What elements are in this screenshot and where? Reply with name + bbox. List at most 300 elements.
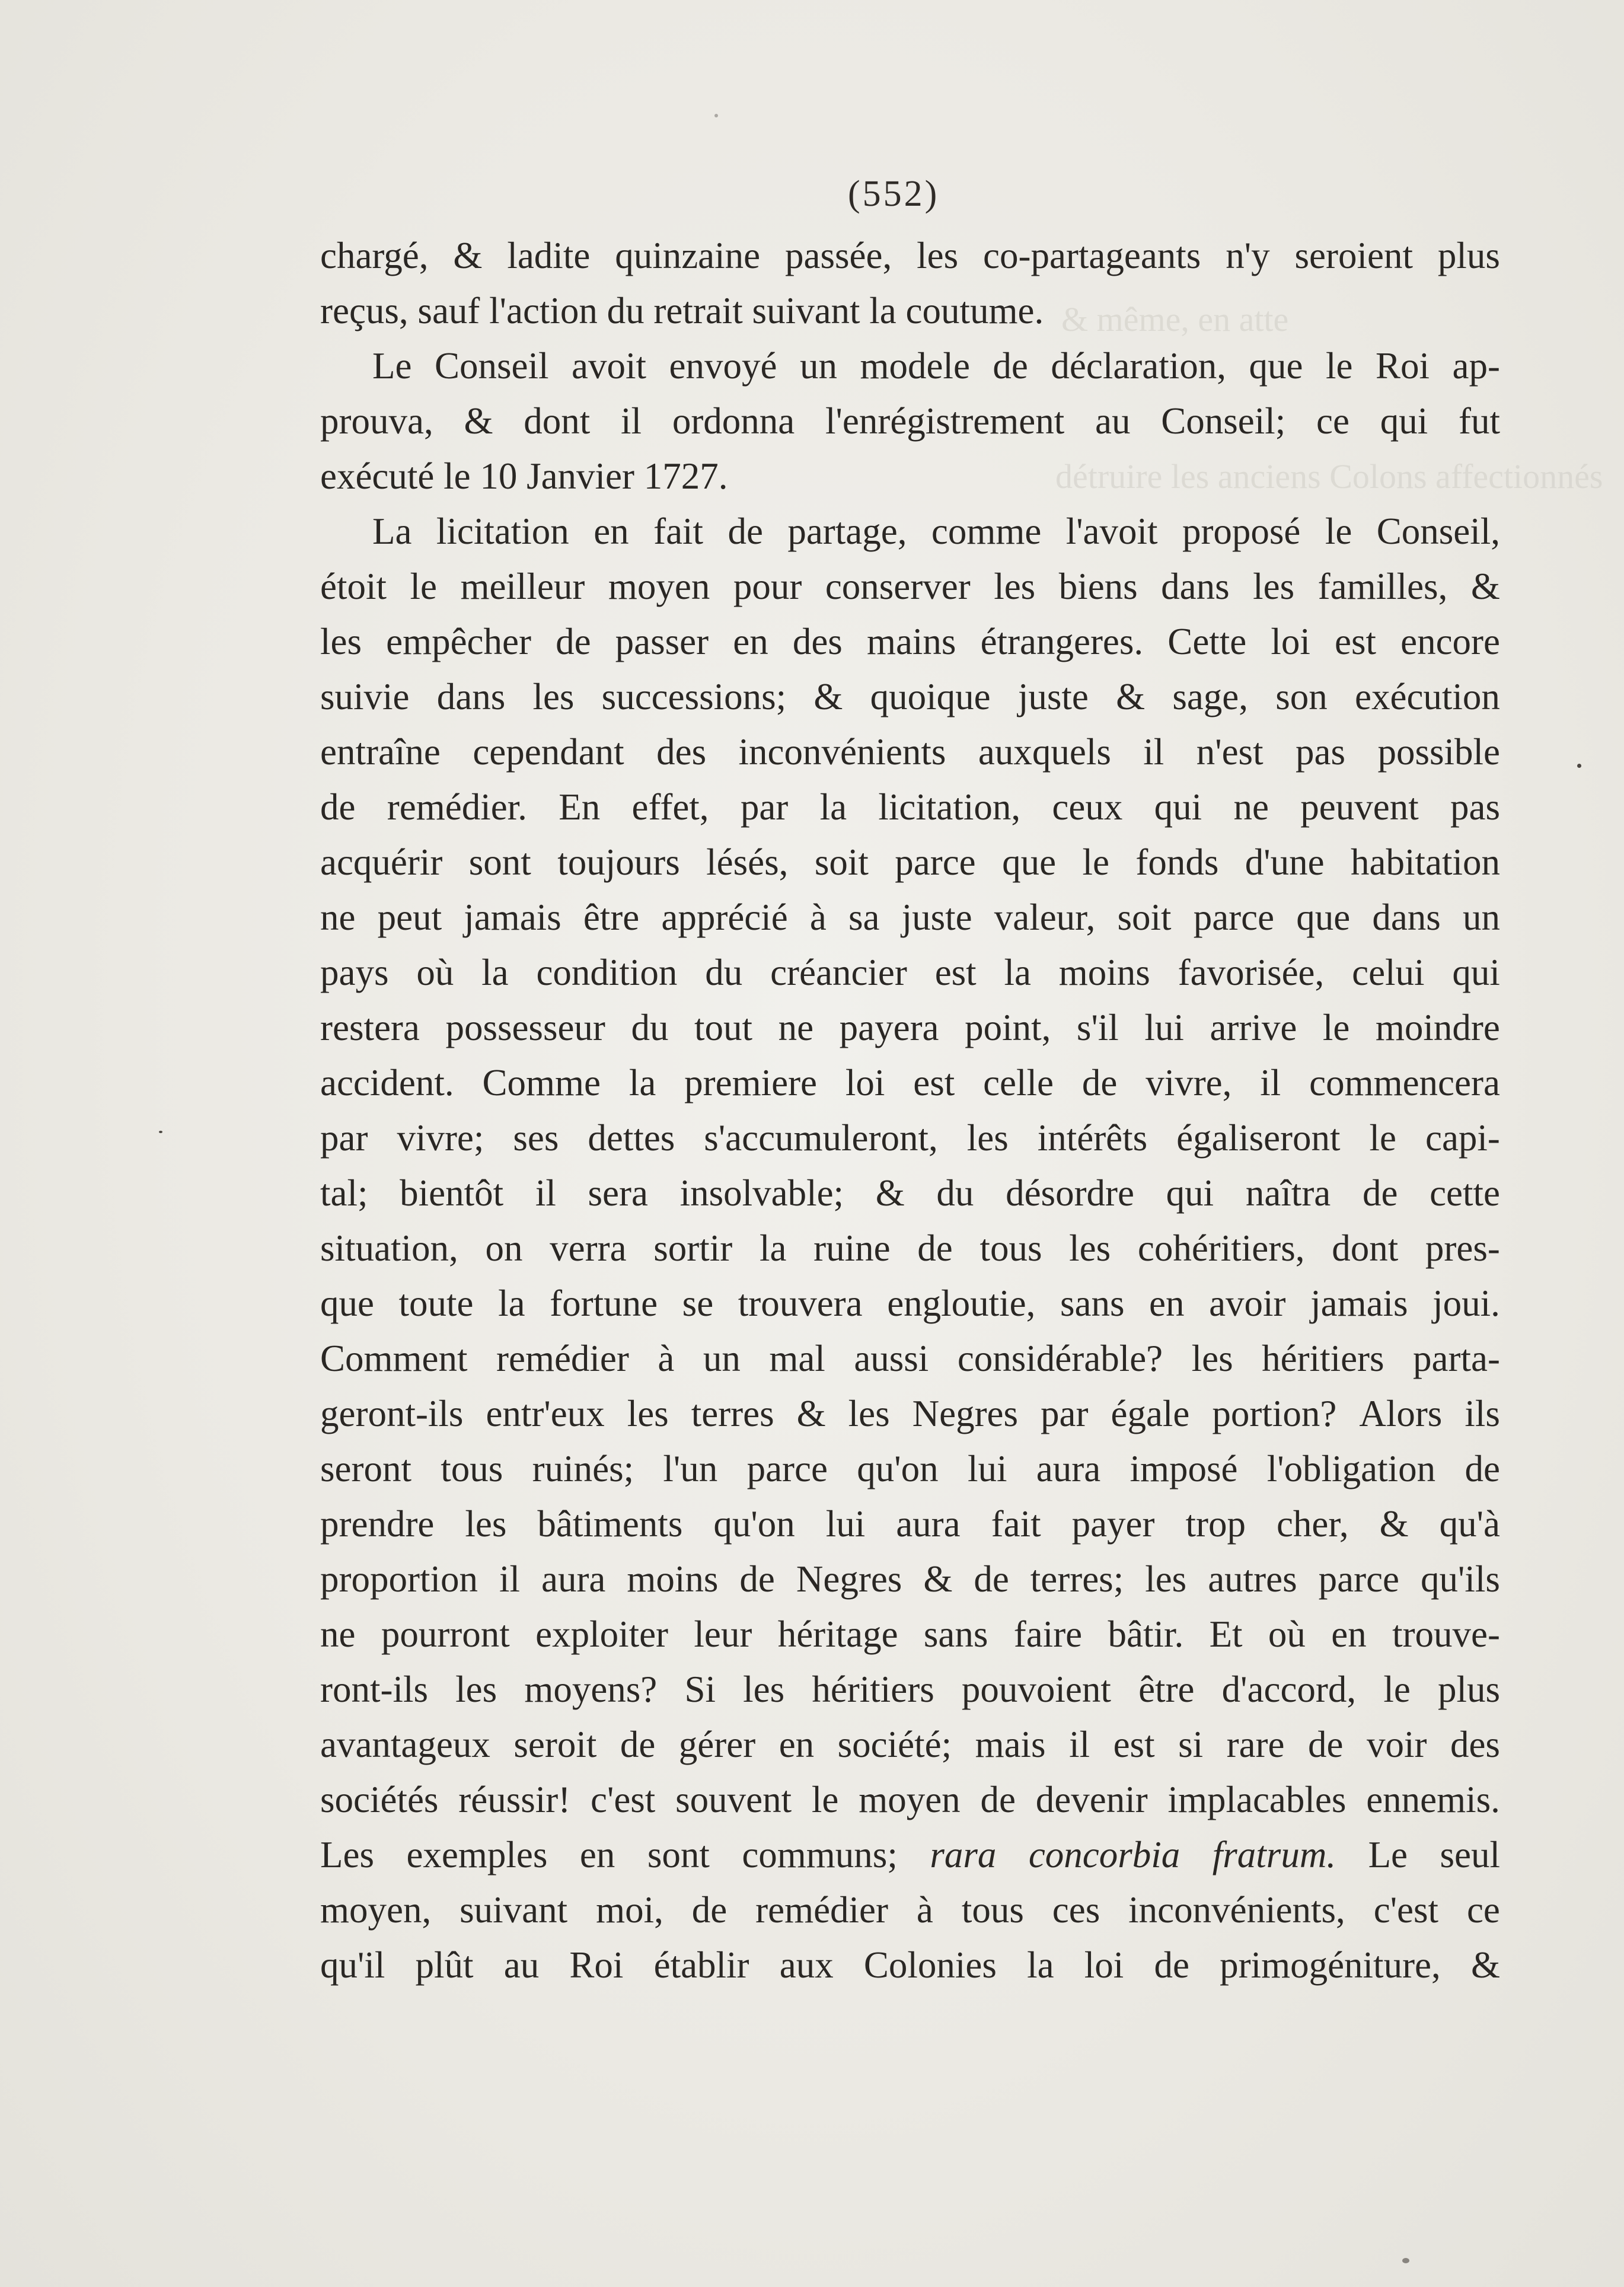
text-line [320,725,1500,780]
word: à [658,1338,675,1379]
ink-speck [159,1131,162,1133]
word: sera [588,1172,648,1214]
word: auxquels [978,731,1111,773]
word: ruinés; [532,1448,634,1489]
word: un [1462,897,1500,938]
word: ront-ils [320,1669,428,1710]
word: & [923,1558,953,1600]
word: chargé, [320,235,429,276]
word: & [1470,566,1500,607]
word: familles, [1317,566,1448,607]
word: est [913,1062,955,1103]
text-line [320,1662,1500,1717]
word: l'enrégistrement [825,400,1065,442]
word: ceux [1052,786,1123,828]
word: pays [320,952,389,993]
word: pres- [1425,1227,1500,1269]
word: il [535,1172,556,1214]
word: remédier. [387,786,527,828]
text-line [320,1331,1500,1386]
word: inconvénients, [1128,1889,1345,1931]
word: de [728,511,763,552]
word: des [792,621,843,662]
word: verra [550,1227,627,1269]
word: ap- [1452,345,1500,387]
word: Si [684,1669,716,1710]
word: entr'eux [486,1393,605,1434]
word: avoit [572,345,646,387]
italic-word: concorbia [1028,1834,1180,1875]
word: souvent [675,1779,792,1820]
word: fut [1459,400,1500,442]
word: le [1326,345,1353,387]
word: c'est [1373,1889,1439,1931]
word: modele [860,345,970,387]
word: désordre [1006,1172,1134,1214]
text-line [320,1883,1500,1938]
word: un [703,1338,741,1379]
word: suivant [460,1889,568,1931]
word: des [1450,1724,1500,1765]
page-number: (552) [848,174,940,214]
word: bâtiments [537,1503,683,1545]
word: créancier [770,952,907,993]
word: peut [377,897,442,938]
word: où [416,952,454,993]
word: mal [769,1338,825,1379]
word: avantageux [320,1724,490,1765]
word: Le [1368,1834,1408,1875]
word: faire [1013,1613,1083,1655]
word: moyen [608,566,710,607]
word: prendre [320,1503,435,1545]
word: effet, [631,786,709,828]
word: s'il [1076,1007,1119,1048]
word: tous [441,1448,503,1489]
word: aura [1036,1448,1101,1489]
word: la [819,786,847,828]
word: proposé [1182,511,1301,552]
word: les [743,1669,785,1710]
word: devenir [1035,1779,1148,1820]
line-text: exécuté le 10 Janvier 1727. [320,455,728,497]
word: les [994,566,1036,607]
word: ses [513,1117,559,1159]
word: Cette [1167,621,1247,662]
word: les [1069,1227,1111,1269]
word: partage, [787,511,907,552]
word: par [1041,1393,1089,1434]
word: juste [901,897,972,938]
word: empêcher [386,621,531,662]
word: du [936,1172,974,1214]
word: il [1260,1062,1281,1103]
text-line [320,1166,1500,1221]
word: primogéniture, [1220,1944,1441,1986]
word: est [934,952,977,993]
word: quoique [870,676,991,717]
word: suivie [320,676,410,717]
word: vivre, [1146,1062,1232,1103]
word: passer [615,621,709,662]
word: vivre; [397,1117,484,1159]
text-line [320,1386,1500,1441]
word: les [848,1393,890,1434]
word: portion? [1212,1393,1337,1434]
word: & [453,235,483,276]
word: moindre [1375,1007,1500,1048]
word: que [1002,841,1057,883]
word: moins [627,1558,719,1600]
word: trouve- [1392,1613,1500,1655]
word: est [1113,1724,1155,1765]
word: parce [895,841,976,883]
word: aussi [854,1338,929,1379]
word: égaliseront [1176,1117,1341,1159]
word: terres; [1030,1558,1124,1600]
word: sont [468,841,531,883]
word: aura [896,1503,961,1545]
word: de [556,621,591,662]
word: parce [1193,897,1275,938]
word: il [621,400,642,442]
word: Et [1209,1613,1243,1655]
word: au [1095,400,1131,442]
word: qu'ils [1421,1558,1500,1600]
word: accident. [320,1062,454,1103]
word: le [1383,1669,1411,1710]
text-line [320,669,1500,725]
word: dans [1161,566,1230,607]
word: toujours [557,841,680,883]
bleed-through-text: & même, en atte [1061,300,1289,339]
word: toute [398,1283,474,1324]
text-line [320,1938,1500,1993]
word: naîtra [1245,1172,1331,1214]
word: l'obligation [1266,1448,1436,1489]
word: moyen [859,1779,961,1820]
word: moi, [596,1889,663,1931]
word: Alors [1359,1393,1443,1434]
word: & [1470,1944,1500,1986]
word: avoir [1209,1283,1286,1324]
word: les [320,621,362,662]
word: il [1143,731,1164,773]
word: les [1253,566,1295,607]
word: Negres [796,1558,902,1600]
word: pas [1450,786,1500,828]
word: dans [1372,897,1441,938]
ink-speck [1402,2258,1409,2263]
word: les [1145,1558,1187,1600]
text-line [320,1441,1500,1497]
word: geront-ils [320,1393,464,1434]
text-line [320,1055,1500,1111]
word: ils [1465,1393,1500,1434]
word: si [1178,1724,1204,1765]
word: tous [961,1889,1024,1931]
word: peuvent [1300,786,1419,828]
word: rare [1226,1724,1285,1765]
word: ne [1233,786,1269,828]
word: entraîne [320,731,441,773]
word: le [410,566,437,607]
word: l'un [663,1448,718,1489]
word: point, [965,1007,1051,1048]
word: à [916,1889,933,1931]
word: gérer [678,1724,756,1765]
word: licitation, [878,786,1021,828]
word: plus [1437,1669,1500,1710]
word: dettes [588,1117,675,1159]
word: celui [1352,952,1425,993]
word: n'est [1196,731,1264,773]
word: s'accumuleront, [704,1117,938,1159]
word: & [1379,1503,1409,1545]
word: capi- [1425,1117,1500,1159]
text-line [320,339,1500,394]
word: envoyé [669,345,777,387]
word: héritiers [1262,1338,1384,1379]
word: possesseur [445,1007,605,1048]
word: ne [320,897,356,938]
word: cette [1430,1172,1500,1214]
word: sans [1060,1283,1125,1324]
word: on [485,1227,523,1269]
word: de [993,345,1028,387]
word: les [455,1669,497,1710]
text-line [320,228,1500,283]
word: la [1027,1944,1054,1986]
word: remédier [496,1338,629,1379]
word: favorisée, [1178,952,1325,993]
text-line [320,1497,1500,1552]
word: Le [372,345,412,387]
word: pouvoient [961,1669,1111,1710]
word: & [813,676,843,717]
word: où [1268,1613,1306,1655]
word: leur [694,1613,752,1655]
word: son [1275,676,1328,717]
word: tous [979,1227,1042,1269]
word: les [917,235,959,276]
word: aura [541,1558,606,1600]
word: du [631,1007,669,1048]
word: de [974,1558,1009,1600]
word: établir [653,1944,749,1986]
word: de [1081,1062,1118,1103]
word: Roi [569,1944,624,1986]
word: n'y [1226,235,1270,276]
word: ladite [507,235,591,276]
word: que [1249,345,1303,387]
word: condition [536,952,678,993]
word: loi [1271,621,1310,662]
word: la [759,1227,787,1269]
word: trop [1185,1503,1246,1545]
word: en [579,1834,615,1875]
word: Les [320,1834,374,1875]
word: tal; [320,1172,368,1214]
word: les [966,1117,1009,1159]
word: ne [778,1007,814,1048]
word: cher, [1276,1503,1349,1545]
word: sans [923,1613,988,1655]
word: sociétés [320,1779,439,1820]
word: meilleur [460,566,585,607]
word: lui [967,1448,1007,1489]
word: La [372,511,412,552]
word: se [682,1283,714,1324]
word: intérêts [1037,1117,1148,1159]
word: parce [1318,1558,1400,1600]
word: d'une [1245,841,1325,883]
word: & [464,400,493,442]
text-line [320,394,1500,449]
word: qu'on [713,1503,795,1545]
word: plus [1437,235,1500,276]
word: à [809,897,827,938]
word: arrive [1210,1007,1297,1048]
word: quinzaine [615,235,761,276]
word: cependant [473,731,624,773]
word: qui [1452,952,1500,993]
word: étrangeres. [980,621,1144,662]
word: héritiers [812,1669,934,1710]
word: en [1331,1613,1367,1655]
text-line [320,283,1500,339]
word: qui [1166,1172,1214,1214]
word: autres [1208,1558,1297,1600]
word: acquérir [320,841,443,883]
word: déclaration, [1051,345,1226,387]
word: au [503,1944,540,1986]
word: premiere [684,1062,818,1103]
word: de [980,1779,1016,1820]
word: remédier [755,1889,888,1931]
word: inconvénients [738,731,946,773]
word: de [1154,1944,1189,1986]
word: qu'à [1439,1503,1500,1545]
italic-word: rara [930,1834,997,1875]
word: dont [1332,1227,1399,1269]
word: fortune [550,1283,658,1324]
word: trouvera [738,1283,863,1324]
word: ordonna [672,400,795,442]
word: le [1082,841,1109,883]
word: loi [1084,1944,1124,1986]
word: Conseil, [1376,511,1500,552]
word: les [627,1393,669,1434]
word: la [481,952,509,993]
word: c'est [591,1779,656,1820]
word: situation, [320,1227,458,1269]
word: terres [691,1393,774,1434]
word: en [779,1724,815,1765]
word: seroient [1294,235,1413,276]
word: dont [524,400,591,442]
word: ce [1466,1889,1500,1931]
text-line [320,1772,1500,1827]
word: sa [848,897,880,938]
word: les [532,676,575,717]
ink-speck [714,114,718,117]
word: est [1335,621,1376,662]
word: il [1069,1724,1090,1765]
word: conserver [825,566,971,607]
word: parta- [1413,1338,1500,1379]
word: d'accord, [1221,1669,1357,1710]
word: Negres [912,1393,1019,1434]
word: le [1369,1117,1396,1159]
word: Comment [320,1338,468,1379]
word: qu'on [857,1448,939,1489]
word: comme [931,511,1042,552]
word: loi [845,1062,885,1103]
word: imposé [1130,1448,1238,1489]
word: implacables [1167,1779,1347,1820]
word: en [733,621,768,662]
word: insolvable; [679,1172,844,1214]
word: ce [1316,400,1349,442]
word: de [1362,1172,1398,1214]
word: réussir! [458,1779,571,1820]
word: moyens? [524,1669,658,1710]
word: société; [837,1724,952,1765]
word: En [559,786,601,828]
word: le [811,1779,839,1820]
word: fait [653,511,704,552]
word: habitation [1351,841,1500,883]
word: égale [1111,1393,1190,1434]
word: être [583,897,640,938]
word: la [628,1062,656,1103]
word: pour [733,566,802,607]
word: ne [320,1613,356,1655]
word: considérable? [957,1338,1163,1379]
word: de [739,1558,775,1600]
word: sont [647,1834,710,1875]
word: lui [1144,1007,1184,1048]
text-line [320,1717,1500,1772]
word: & [796,1393,826,1434]
word: un [799,345,837,387]
word: exemples [406,1834,548,1875]
word: fonds [1135,841,1219,883]
word: communs; [742,1834,898,1875]
word: que [1296,897,1351,938]
word: & [875,1172,905,1214]
word: qui [1154,786,1202,828]
word: lésés, [706,841,789,883]
word: exploiter [535,1613,669,1655]
text-line [320,1000,1500,1055]
word: possible [1377,731,1500,773]
word: étoit [320,566,387,607]
text-line [320,945,1500,1000]
word: soit [1117,897,1172,938]
word: fait [991,1503,1041,1545]
word: jamais [464,897,561,938]
text-line [320,835,1500,890]
word: licitation [436,511,569,552]
word: qu'il [320,1944,385,1986]
text-line [320,1827,1500,1883]
word: en [594,511,629,552]
word: pas [1296,731,1345,773]
bleed-through-text: détruire les anciens Colons affectionnés [1055,457,1603,496]
word: bâtir. [1108,1613,1184,1655]
